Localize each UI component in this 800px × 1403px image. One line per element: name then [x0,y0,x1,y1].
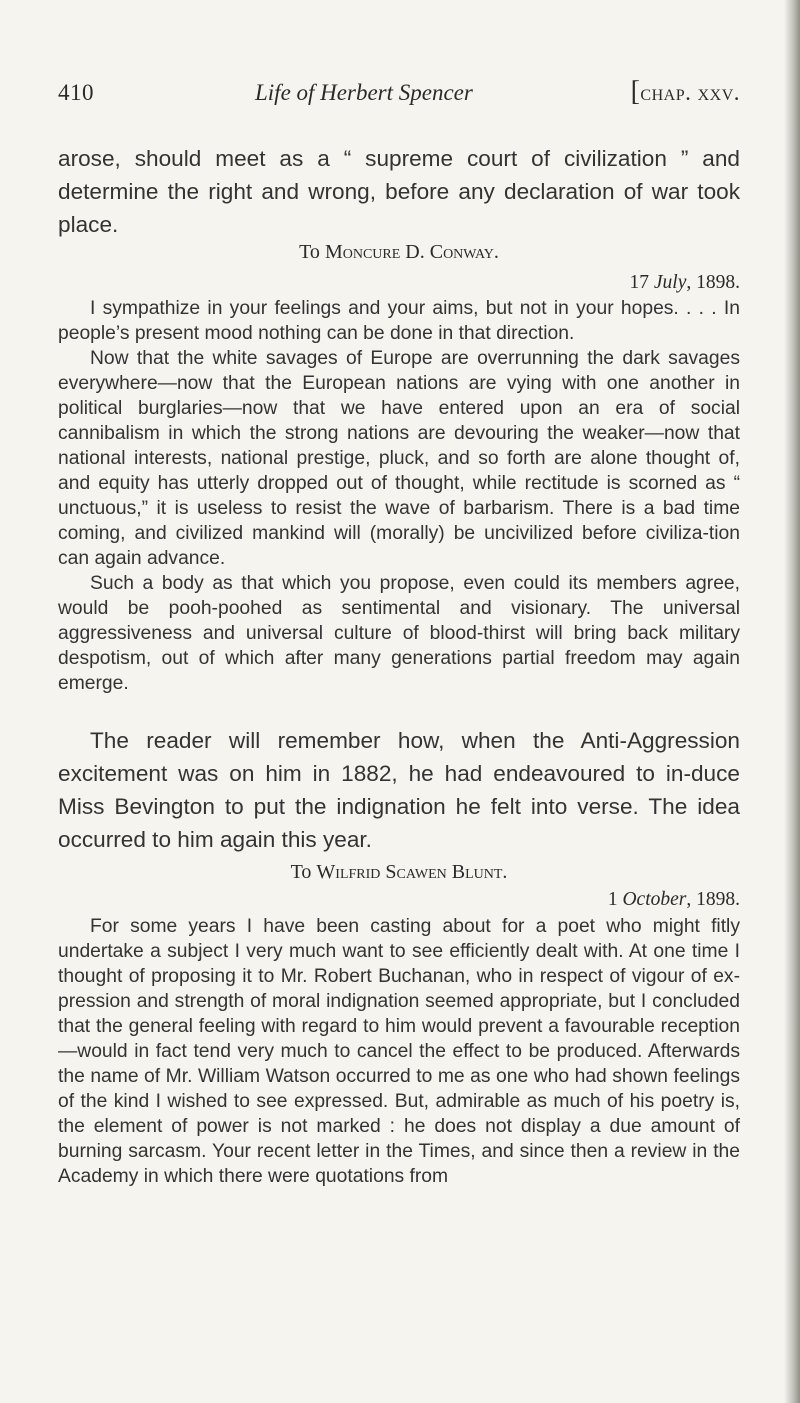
running-title: Life of Herbert Spencer [255,80,473,105]
chapter-label [630,76,740,107]
narrative-paragraph [58,724,740,856]
narrative-text: The reader will remember how, when the Anti-Aggression excitement was on him in 1882, he had endeavoured to in-duce Miss Bevington to put the indignation he felt into verse. The idea occurred to him again this year. [58,728,740,852]
letter1-addressee: Moncure D. Conway. [324,241,499,263]
letter1-date [630,272,740,294]
letter1-to: To [299,241,320,263]
chapter-text: chap. xxv. [640,80,740,105]
letter2-date [608,889,740,911]
page-edge-shadow [784,0,800,1403]
letter1-date-day: 17 [629,272,650,293]
page-header [58,76,740,114]
letter1-paragraph-3: Such a body as that which you propose, even could its members agree, would be pooh-poohed as sentimental and visionary. The universal aggressiveness and universal culture of blood-thirst will bring back military despotism, out of which after many generations partial freedom may again emerge. [58,573,740,694]
letter2-body [58,914,740,1189]
page-number: 410 [58,80,94,105]
letter2-date-month: October [622,889,687,910]
letter2-date-year: , 1898. [686,889,740,910]
letter1-paragraph-1: I sympathize in your feelings and your aims, but not in your hopes. . . . In people’s present mood nothing can be done in that direction. [58,298,740,344]
letter1-date-year: , 1898. [686,272,740,293]
letter2-addressee: Wilfrid Scawen Blunt. [316,861,508,883]
letter1-body [58,296,740,696]
continuation-paragraph [58,142,740,241]
chapter-bracket: [ [630,76,641,107]
continuation-text: arose, should meet as a “ supreme court of civilization ” and determine the right and wrong, before any declaration of war took place. [58,146,740,237]
letter1-heading [58,241,740,264]
letter2-date-day: 1 [607,889,618,910]
letter2-paragraph: For some years I have been casting about for a poet who might fitly undertake a subject I very much want to see efficiently dealt with. At one time I thought of proposing it to Mr. Robert Buchanan, who in respect of vigour of ex-pression and strength of moral indignation seemed appropriate, but I concluded that the general feeling with regard to him would prevent a favourable reception—would in fact tend very much to cancel the effect to be produced. Afterwards the name of Mr. William Watson occurred to me as one who had shown feelings of the kind I wished to see expressed. But, admirable as much of his poetry is, the element of power is not marked : he does not display a due amount of burning sarcasm. Your recent letter in the Times, and since then a review in the Academy in which there were quotations from [58,916,740,1187]
letter2-heading [58,861,740,884]
letter1-paragraph-2: Now that the white savages of Europe are overrunning the dark savages everywhere—now that the European nations are vying with one another in political burglaries—now that we have entered upon an era of social cannibalism in which the strong nations are devouring the weaker—now that national interests, national prestige, pluck, and so forth are alone thought of, and equity has utterly dropped out of thought, while rectitude is scorned as “ unctuous,” it is useless to resist the wave of barbarism. There is a bad time coming, and civilized mankind will (morally) be uncivilized before civiliza-tion can again advance. [58,348,740,569]
letter1-date-month: July [653,272,687,293]
letter2-to: To [290,861,312,883]
